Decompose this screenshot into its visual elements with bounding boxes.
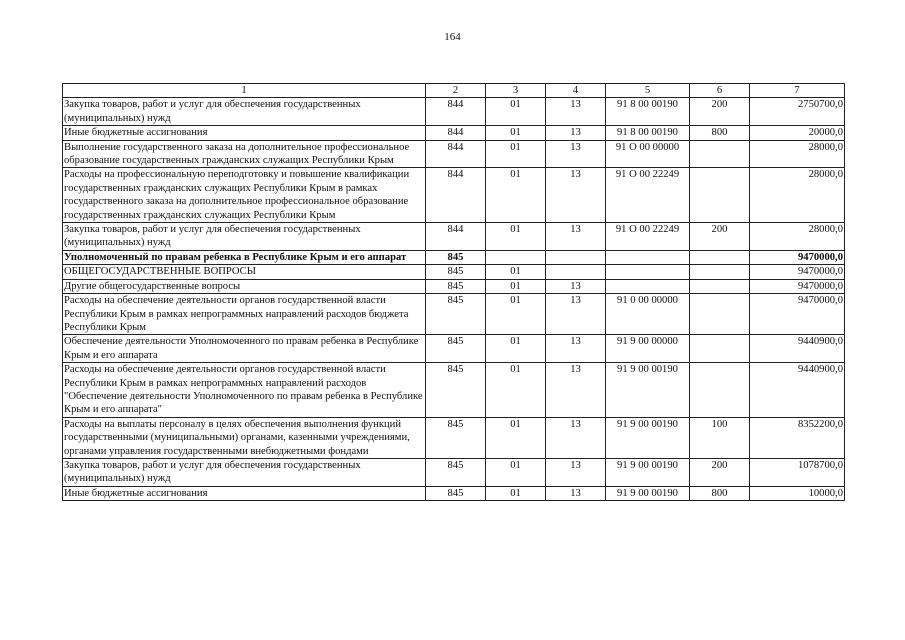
table-row	[63, 126, 845, 140]
code-glava: 844	[426, 223, 486, 251]
code-expense-type	[690, 168, 750, 223]
code-expense-type: 200	[690, 458, 750, 486]
amount: 1078700,0	[750, 458, 845, 486]
code-target-article: 91 9 00 00000	[606, 335, 690, 363]
code-podrazdel: 13	[546, 335, 606, 363]
expense-name: Закупка товаров, работ и услуг для обеспечения государственных (муниципальных) нужд	[63, 458, 426, 486]
code-expense-type: 200	[690, 223, 750, 251]
expense-name: Иные бюджетные ассигнования	[63, 486, 426, 500]
amount: 2750700,0	[750, 98, 845, 126]
code-expense-type	[690, 363, 750, 418]
code-podrazdel: 13	[546, 363, 606, 418]
code-glava: 845	[426, 250, 486, 264]
code-target-article: 91 9 00 00190	[606, 363, 690, 418]
expense-name: Расходы на обеспечение деятельности органов государственной власти Республики Крым в рамках непрограммных направлений расходов "Обеспечение деятельности Уполномоченного по правам ребенка в Республике Крым и его аппарата"	[63, 363, 426, 418]
amount: 9470000,0	[750, 265, 845, 279]
table-row	[63, 98, 845, 126]
code-podrazdel	[546, 250, 606, 264]
code-target-article: 91 0 00 00000	[606, 294, 690, 335]
code-podrazdel	[546, 265, 606, 279]
code-razdel: 01	[486, 265, 546, 279]
column-number: 7	[750, 84, 845, 98]
code-razdel: 01	[486, 98, 546, 126]
expense-name: Расходы на профессиональную переподготовку и повышение квалификации государственных гражданских служащих Республики Крым в рамках государственного заказа на дополнительное профессиональное образование государственных гражданских служащих Республики Крым	[63, 168, 426, 223]
code-podrazdel: 13	[546, 458, 606, 486]
code-glava: 845	[426, 486, 486, 500]
code-razdel: 01	[486, 223, 546, 251]
code-podrazdel: 13	[546, 417, 606, 458]
expense-name: Обеспечение деятельности Уполномоченного по правам ребенка в Республике Крым и его аппарата	[63, 335, 426, 363]
code-glava: 845	[426, 265, 486, 279]
amount: 9470000,0	[750, 279, 845, 293]
amount: 28000,0	[750, 223, 845, 251]
expense-name: Выполнение государственного заказа на дополнительное профессиональное образование государственных гражданских служащих Республики Крым	[63, 140, 426, 168]
code-glava: 844	[426, 98, 486, 126]
code-podrazdel: 13	[546, 223, 606, 251]
code-target-article: 91 9 00 00190	[606, 417, 690, 458]
table-row	[63, 486, 845, 500]
table-row	[63, 223, 845, 251]
amount: 9440900,0	[750, 335, 845, 363]
code-expense-type: 200	[690, 98, 750, 126]
code-razdel: 01	[486, 294, 546, 335]
expense-name: Уполномоченный по правам ребенка в Республике Крым и его аппарат	[63, 250, 426, 264]
amount: 28000,0	[750, 140, 845, 168]
table-row	[63, 294, 845, 335]
expense-name: Расходы на выплаты персоналу в целях обеспечения выполнения функций государственными (муниципальными) органами, казенными учреждениями, органами управления государственными внебюджетными фондами	[63, 417, 426, 458]
table-row	[63, 140, 845, 168]
column-number: 4	[546, 84, 606, 98]
table-row	[63, 279, 845, 293]
code-glava: 844	[426, 126, 486, 140]
code-expense-type	[690, 279, 750, 293]
code-glava: 845	[426, 279, 486, 293]
code-podrazdel: 13	[546, 98, 606, 126]
column-number: 5	[606, 84, 690, 98]
expense-name: Закупка товаров, работ и услуг для обеспечения государственных (муниципальных) нужд	[63, 223, 426, 251]
amount: 20000,0	[750, 126, 845, 140]
code-target-article: 91 9 00 00190	[606, 458, 690, 486]
page-number: 164	[444, 31, 461, 43]
code-target-article	[606, 279, 690, 293]
code-target-article: 91 9 00 00190	[606, 486, 690, 500]
code-glava: 845	[426, 417, 486, 458]
code-expense-type: 800	[690, 486, 750, 500]
code-glava: 844	[426, 140, 486, 168]
expense-name: Иные бюджетные ассигнования	[63, 126, 426, 140]
code-razdel: 01	[486, 458, 546, 486]
code-glava: 845	[426, 335, 486, 363]
code-podrazdel: 13	[546, 294, 606, 335]
code-expense-type	[690, 250, 750, 264]
code-razdel: 01	[486, 140, 546, 168]
code-razdel: 01	[486, 168, 546, 223]
code-glava: 844	[426, 168, 486, 223]
code-razdel: 01	[486, 486, 546, 500]
code-razdel: 01	[486, 279, 546, 293]
amount: 9470000,0	[750, 250, 845, 264]
expense-name: ОБЩЕГОСУДАРСТВЕННЫЕ ВОПРОСЫ	[63, 265, 426, 279]
code-expense-type: 100	[690, 417, 750, 458]
code-razdel	[486, 250, 546, 264]
table-row	[63, 458, 845, 486]
amount: 9440900,0	[750, 363, 845, 418]
amount: 8352200,0	[750, 417, 845, 458]
code-expense-type	[690, 140, 750, 168]
table-row	[63, 168, 845, 223]
code-razdel: 01	[486, 335, 546, 363]
code-target-article	[606, 250, 690, 264]
code-podrazdel: 13	[546, 279, 606, 293]
column-number: 3	[486, 84, 546, 98]
table-row	[63, 417, 845, 458]
code-target-article: 91 8 00 00190	[606, 98, 690, 126]
amount: 10000,0	[750, 486, 845, 500]
code-target-article: 91 О 00 22249	[606, 223, 690, 251]
expense-name: Закупка товаров, работ и услуг для обеспечения государственных (муниципальных) нужд	[63, 98, 426, 126]
table-row	[63, 250, 845, 264]
code-glava: 845	[426, 294, 486, 335]
code-expense-type	[690, 265, 750, 279]
expense-name: Другие общегосударственные вопросы	[63, 279, 426, 293]
code-expense-type	[690, 335, 750, 363]
code-target-article: 91 8 00 00190	[606, 126, 690, 140]
code-podrazdel: 13	[546, 140, 606, 168]
code-razdel: 01	[486, 363, 546, 418]
expense-name: Расходы на обеспечение деятельности органов государственной власти Республики Крым в рамках непрограммных направлений расходов бюджета Республики Крым	[63, 294, 426, 335]
code-razdel: 01	[486, 417, 546, 458]
amount: 28000,0	[750, 168, 845, 223]
table-row	[63, 335, 845, 363]
code-target-article	[606, 265, 690, 279]
code-target-article: 91 О 00 00000	[606, 140, 690, 168]
code-expense-type	[690, 294, 750, 335]
code-podrazdel: 13	[546, 168, 606, 223]
budget-table-body	[63, 84, 845, 501]
code-target-article: 91 О 00 22249	[606, 168, 690, 223]
code-podrazdel: 13	[546, 126, 606, 140]
column-number-row	[63, 84, 845, 98]
code-glava: 845	[426, 458, 486, 486]
table-row	[63, 363, 845, 418]
amount: 9470000,0	[750, 294, 845, 335]
code-razdel: 01	[486, 126, 546, 140]
column-number: 6	[690, 84, 750, 98]
code-podrazdel: 13	[546, 486, 606, 500]
column-number: 2	[426, 84, 486, 98]
code-expense-type: 800	[690, 126, 750, 140]
budget-table	[62, 83, 845, 501]
table-row	[63, 265, 845, 279]
column-number: 1	[63, 84, 426, 98]
code-glava: 845	[426, 363, 486, 418]
